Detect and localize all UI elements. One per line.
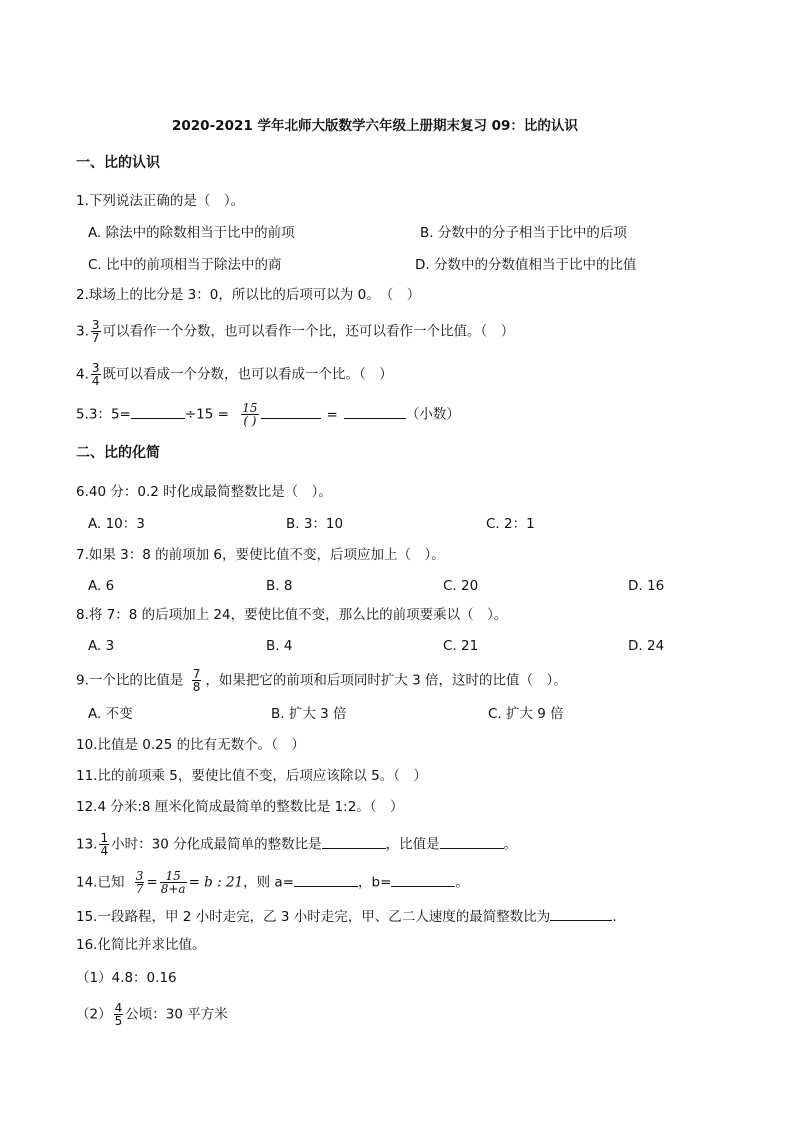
q14-f2-denominator: 8+a bbox=[160, 882, 186, 896]
q14-blank-a[interactable] bbox=[294, 872, 358, 887]
q14-fraction-1 bbox=[135, 870, 145, 895]
question-13 bbox=[76, 832, 517, 857]
q9-text: ，如果把它的前项和后项同时扩大 3 倍，这时的比值（ ）。 bbox=[205, 672, 567, 689]
q16-part-2-text: 公顷：30 平方米 bbox=[125, 1006, 228, 1023]
q7-option-a: A. 6 bbox=[88, 578, 115, 594]
q9-fraction bbox=[192, 668, 202, 693]
q5-blank-1[interactable] bbox=[131, 404, 185, 419]
q13-text-a: 小时：30 分化成最简单的整数比是 bbox=[111, 836, 322, 853]
q4-fraction bbox=[91, 362, 101, 387]
q8-option-b: B. 4 bbox=[266, 638, 293, 654]
question-2: 2.球场上的比分是 3：0，所以比的后项可以为 0。 （ ） bbox=[76, 287, 421, 303]
q14-text-a: ，则 a= bbox=[243, 874, 295, 891]
q16-part-2 bbox=[76, 1002, 228, 1027]
q14-ratio: = b : 21 bbox=[188, 874, 244, 891]
q8-option-c: C. 21 bbox=[443, 638, 479, 654]
question-4 bbox=[76, 362, 393, 387]
q9-option-b: B. 扩大 3 倍 bbox=[271, 706, 347, 722]
q14-prefix: 14.已知 bbox=[76, 874, 125, 891]
q13-text-c: 。 bbox=[503, 836, 518, 853]
q9-numerator: 7 bbox=[192, 667, 201, 681]
question-7: 7.如果 3：8 的前项加 6，要使比值不变，后项应加上（ ）。 bbox=[76, 547, 445, 563]
q14-text-c: 。 bbox=[455, 874, 469, 891]
q14-f2-numerator: 15 bbox=[165, 869, 181, 883]
q9-denominator: 8 bbox=[192, 680, 201, 694]
q5-blank-2[interactable] bbox=[261, 404, 321, 419]
q8-option-d: D. 24 bbox=[628, 638, 665, 654]
q9-option-c: C. 扩大 9 倍 bbox=[488, 706, 564, 722]
q16-numerator: 4 bbox=[114, 1001, 123, 1015]
question-10: 10.比值是 0.25 的比有无数个。（ ） bbox=[76, 737, 305, 753]
q4-numerator: 3 bbox=[91, 361, 100, 375]
q14-equals: = bbox=[146, 874, 158, 891]
q5-part-c: = bbox=[326, 406, 338, 423]
q6-option-c: C. 2：1 bbox=[486, 516, 535, 532]
q6-option-b: B. 3：10 bbox=[286, 516, 344, 532]
q13-text-b: ，比值是 bbox=[385, 836, 440, 853]
question-16: 16.化简比并求比值。 bbox=[76, 937, 206, 953]
q16-part-1: （1）4.8：0.16 bbox=[76, 970, 177, 986]
q4-denominator: 4 bbox=[91, 374, 100, 388]
q4-text: 既可以看成一个分数，也可以看成一个比。（ ） bbox=[102, 366, 393, 383]
q16-fraction bbox=[114, 1002, 124, 1027]
question-12: 12.4 分米:8 厘米化简成最简单的整数比是 1:2。（ ） bbox=[76, 799, 404, 815]
q14-blank-b[interactable] bbox=[391, 872, 455, 887]
q5-part-a: 5.3：5= bbox=[76, 406, 131, 423]
q1-option-a: A. 除法中的除数相当于比中的前项 bbox=[88, 225, 295, 241]
q7-option-c: C. 20 bbox=[443, 578, 479, 594]
q1-option-c: C. 比中的前项相当于除法中的商 bbox=[88, 257, 282, 273]
question-8: 8.将 7：8 的后项加上 24，要使比值不变，那么比的前项要乘以（ ）。 bbox=[76, 607, 508, 623]
q6-option-a: A. 10：3 bbox=[88, 516, 145, 532]
q13-blank-2[interactable] bbox=[440, 834, 504, 849]
q7-option-b: B. 8 bbox=[266, 578, 293, 594]
question-11: 11.比的前项乘 5，要使比值不变，后项应该除以 5。（ ） bbox=[76, 768, 427, 784]
q14-f1-numerator: 3 bbox=[135, 869, 144, 883]
question-9 bbox=[76, 668, 567, 693]
page-title: 2020-2021 学年北师大版数学六年级上册期末复习 09：比的认识 bbox=[172, 118, 578, 134]
q5-blank-3[interactable] bbox=[344, 404, 406, 419]
q5-part-d: （小数） bbox=[405, 406, 460, 423]
section-heading-2: 二、比的化简 bbox=[76, 445, 160, 461]
q4-number: 4. bbox=[76, 366, 89, 383]
q15-blank[interactable] bbox=[550, 906, 612, 921]
q5-numerator: 15 bbox=[242, 401, 258, 415]
q14-fraction-2 bbox=[160, 870, 187, 895]
q3-numerator: 3 bbox=[91, 318, 100, 332]
q9-option-a: A. 不变 bbox=[88, 706, 133, 722]
q16-part-2-prefix: （2） bbox=[76, 1006, 112, 1023]
q7-option-d: D. 16 bbox=[628, 578, 665, 594]
q13-numerator: 1 bbox=[100, 831, 109, 845]
q1-option-b: B. 分数中的分子相当于比中的后项 bbox=[420, 225, 627, 241]
question-6: 6.40 分：0.2 时化成最简整数比是（ ）。 bbox=[76, 484, 332, 500]
q3-fraction bbox=[91, 319, 101, 344]
question-1: 1.下列说法正确的是（ ）。 bbox=[76, 193, 245, 209]
q14-f1-denominator: 7 bbox=[135, 882, 144, 896]
q8-option-a: A. 3 bbox=[88, 638, 115, 654]
q3-text: 可以看作一个分数，也可以看作一个比，还可以看作一个比值。（ ） bbox=[102, 323, 515, 340]
question-3 bbox=[76, 319, 514, 344]
q13-blank-1[interactable] bbox=[322, 834, 386, 849]
q5-denominator: ( ) bbox=[243, 414, 257, 428]
q3-number: 3. bbox=[76, 323, 89, 340]
question-5 bbox=[76, 402, 460, 427]
q3-denominator: 7 bbox=[91, 331, 100, 345]
q14-text-b: ，b= bbox=[358, 874, 392, 891]
q13-fraction bbox=[99, 832, 109, 857]
q5-part-b: ÷15 = bbox=[184, 406, 229, 423]
question-14 bbox=[76, 870, 469, 895]
q13-number: 13. bbox=[76, 836, 98, 853]
question-15 bbox=[76, 906, 617, 927]
q5-fraction bbox=[241, 402, 258, 427]
q15-text: 15.一段路程，甲 2 小时走完，乙 3 小时走完，甲、乙二人速度的最简整数比为 bbox=[76, 909, 551, 925]
q15-end: . bbox=[612, 909, 617, 925]
q1-option-d: D. 分数中的分数值相当于比中的比值 bbox=[415, 257, 637, 273]
section-heading-1: 一、比的认识 bbox=[76, 155, 160, 171]
q13-denominator: 4 bbox=[100, 844, 109, 858]
q9-prefix: 9.一个比的比值是 bbox=[76, 672, 184, 689]
q16-denominator: 5 bbox=[114, 1014, 123, 1028]
